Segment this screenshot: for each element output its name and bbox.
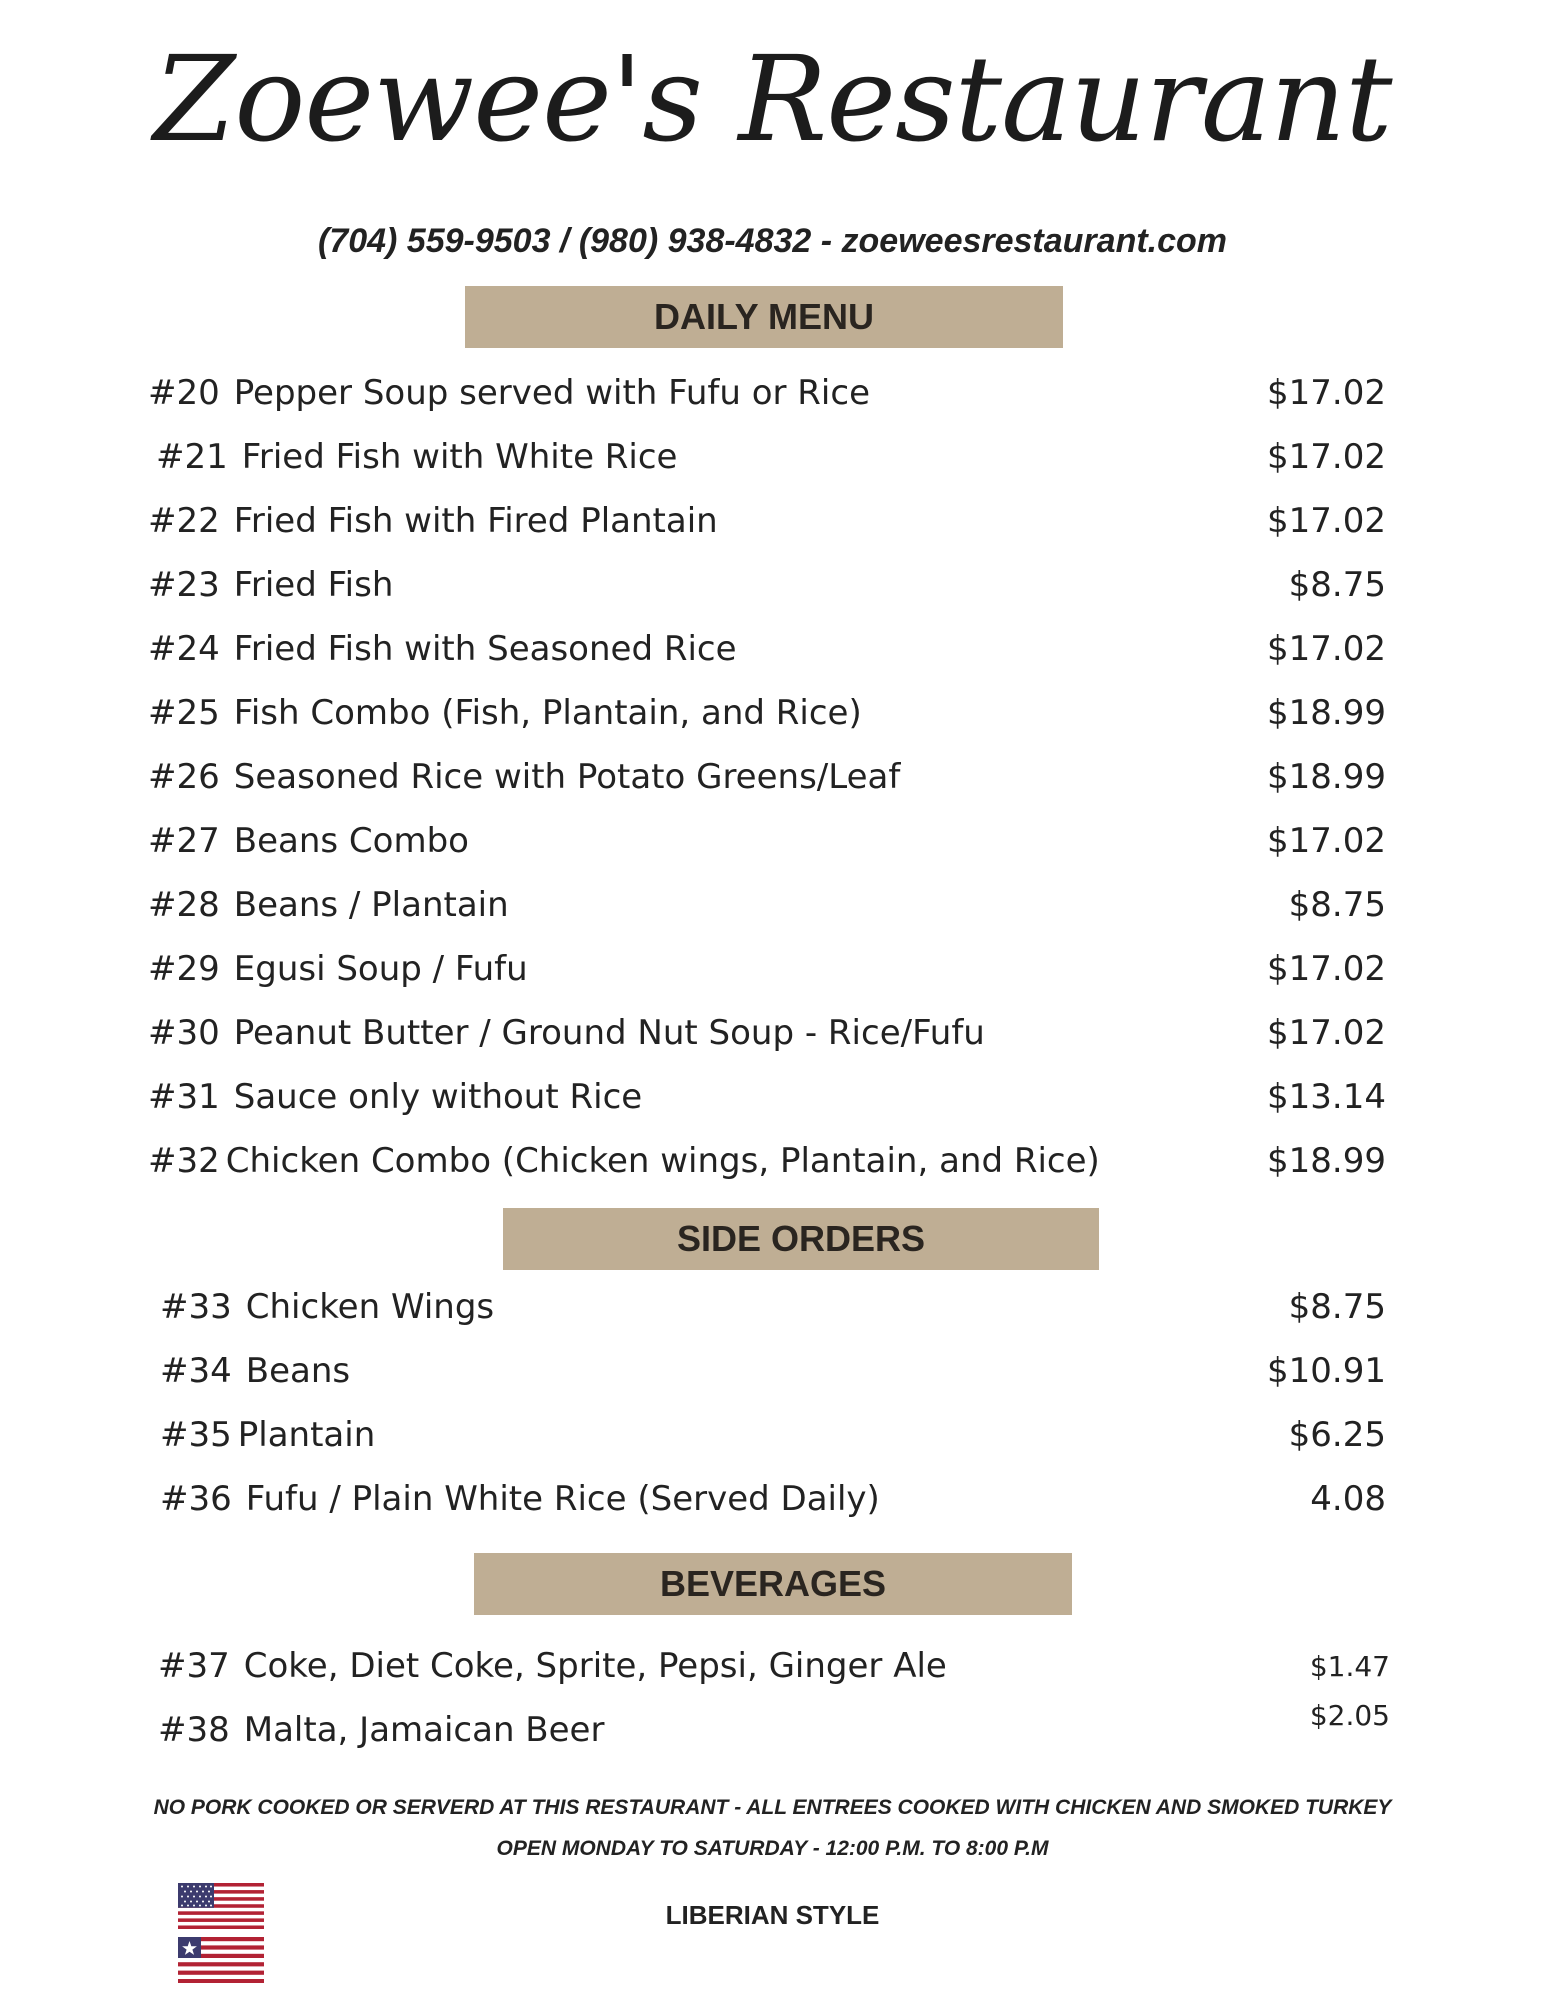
menu-item [148,496,1386,546]
item-number: #38 [158,1710,230,1750]
item-price: 4.08 [1310,1479,1386,1519]
item-number: #30 [148,1013,220,1053]
item-name: Fried Fish with Fired Plantain [233,501,718,541]
no-pork-note: NO PORK COOKED OR SERVERD AT THIS RESTAURANT - ALL ENTREES COOKED WITH CHICKEN AND SMOKED TURKEY [153,1796,1392,1819]
menu-item [148,368,1386,418]
item-price: $13.14 [1267,1077,1386,1117]
item-name: Plantain [237,1415,376,1455]
liberia-flag-icon [178,1937,264,1983]
item-name: Fufu / Plain White Rice (Served Daily) [245,1479,880,1519]
item-price: $17.02 [1267,373,1386,413]
beverages-heading: BEVERAGES [659,1563,887,1604]
item-name: Beans / Plantain [233,885,509,925]
menu-item [148,880,1386,930]
item-number: #20 [148,373,220,413]
menu-item [148,752,1386,802]
item-number: #25 [148,693,220,733]
item-price: $10.91 [1267,1351,1386,1391]
side-orders-banner [503,1208,1099,1270]
side-order-item [160,1410,1386,1460]
daily-menu-banner [465,286,1063,348]
item-number: #35 [160,1415,232,1455]
item-name: Sauce only without Rice [233,1077,643,1117]
item-name: Peanut Butter / Ground Nut Soup - Rice/Fufu [233,1013,985,1053]
item-price: $1.47 [1309,1649,1390,1683]
item-price: $2.05 [1309,1699,1390,1732]
item-price: $17.02 [1267,501,1386,541]
menu-item [148,624,1386,674]
item-number: #31 [148,1077,220,1117]
item-price: $18.99 [1267,1141,1386,1181]
item-name: Coke, Diet Coke, Sprite, Pepsi, Ginger Ale [243,1646,947,1686]
item-price: $17.02 [1267,821,1386,861]
item-price: $8.75 [1288,1287,1386,1327]
menu-item [148,1008,1386,1058]
menu-item [148,944,1386,994]
item-number: #34 [160,1351,232,1391]
beverage-item [158,1641,1390,1691]
item-name: Fried Fish with Seasoned Rice [233,629,737,669]
beverages-banner [474,1553,1072,1615]
item-number: #26 [148,757,220,797]
item-name: Egusi Soup / Fufu [233,949,528,989]
item-price: $8.75 [1288,885,1386,925]
item-name: Fried Fish with White Rice [241,437,678,477]
side-order-item [160,1346,1386,1396]
contact-line[interactable]: (704) 559-9503 / (980) 938-4832 - zoeweesrestaurant.com [317,222,1228,260]
item-name: Chicken Combo (Chicken wings, Plantain, and Rice) [225,1141,1100,1181]
item-number: #37 [158,1646,230,1686]
item-name: Seasoned Rice with Potato Greens/Leaf [233,757,901,797]
item-name: Malta, Jamaican Beer [243,1710,605,1750]
item-number: #24 [148,629,220,669]
item-name: Pepper Soup served with Fufu or Rice [233,373,870,413]
item-price: $18.99 [1267,693,1386,733]
item-number: #29 [148,949,220,989]
item-number: #28 [148,885,220,925]
item-number: #33 [160,1287,232,1327]
liberian-style-label: LIBERIAN STYLE [665,1900,880,1930]
item-price: $6.25 [1288,1415,1386,1455]
daily-menu-heading: DAILY MENU [653,296,875,337]
menu-item [148,816,1386,866]
menu-item [148,688,1386,738]
beverage-item [158,1699,1390,1755]
menu-item [148,560,1386,610]
menu-item [156,432,1386,482]
item-price: $18.99 [1267,757,1386,797]
item-number: #21 [156,437,228,477]
item-number: #23 [148,565,220,605]
item-price: $17.02 [1267,1013,1386,1053]
hours-note: OPEN MONDAY TO SATURDAY - 12:00 P.M. TO 8:00 P.M [496,1837,1049,1860]
item-name: Chicken Wings [245,1287,495,1327]
item-price: $17.02 [1267,629,1386,669]
item-name: Beans Combo [233,821,469,861]
item-number: #32 [148,1141,220,1181]
item-price: $17.02 [1267,437,1386,477]
item-name: Fish Combo (Fish, Plantain, and Rice) [233,693,862,733]
item-price: $17.02 [1267,949,1386,989]
side-order-item [160,1282,1386,1332]
item-number: #22 [148,501,220,541]
item-number: #27 [148,821,220,861]
side-order-item [160,1474,1386,1524]
menu-item [148,1136,1386,1186]
menu-item [148,1072,1386,1122]
restaurant-title: Zoewee's Restaurant [153,30,1392,168]
item-number: #36 [160,1479,232,1519]
item-name: Beans [245,1351,351,1391]
item-price: $8.75 [1288,565,1386,605]
side-orders-heading: SIDE ORDERS [676,1218,926,1259]
item-name: Fried Fish [233,565,394,605]
